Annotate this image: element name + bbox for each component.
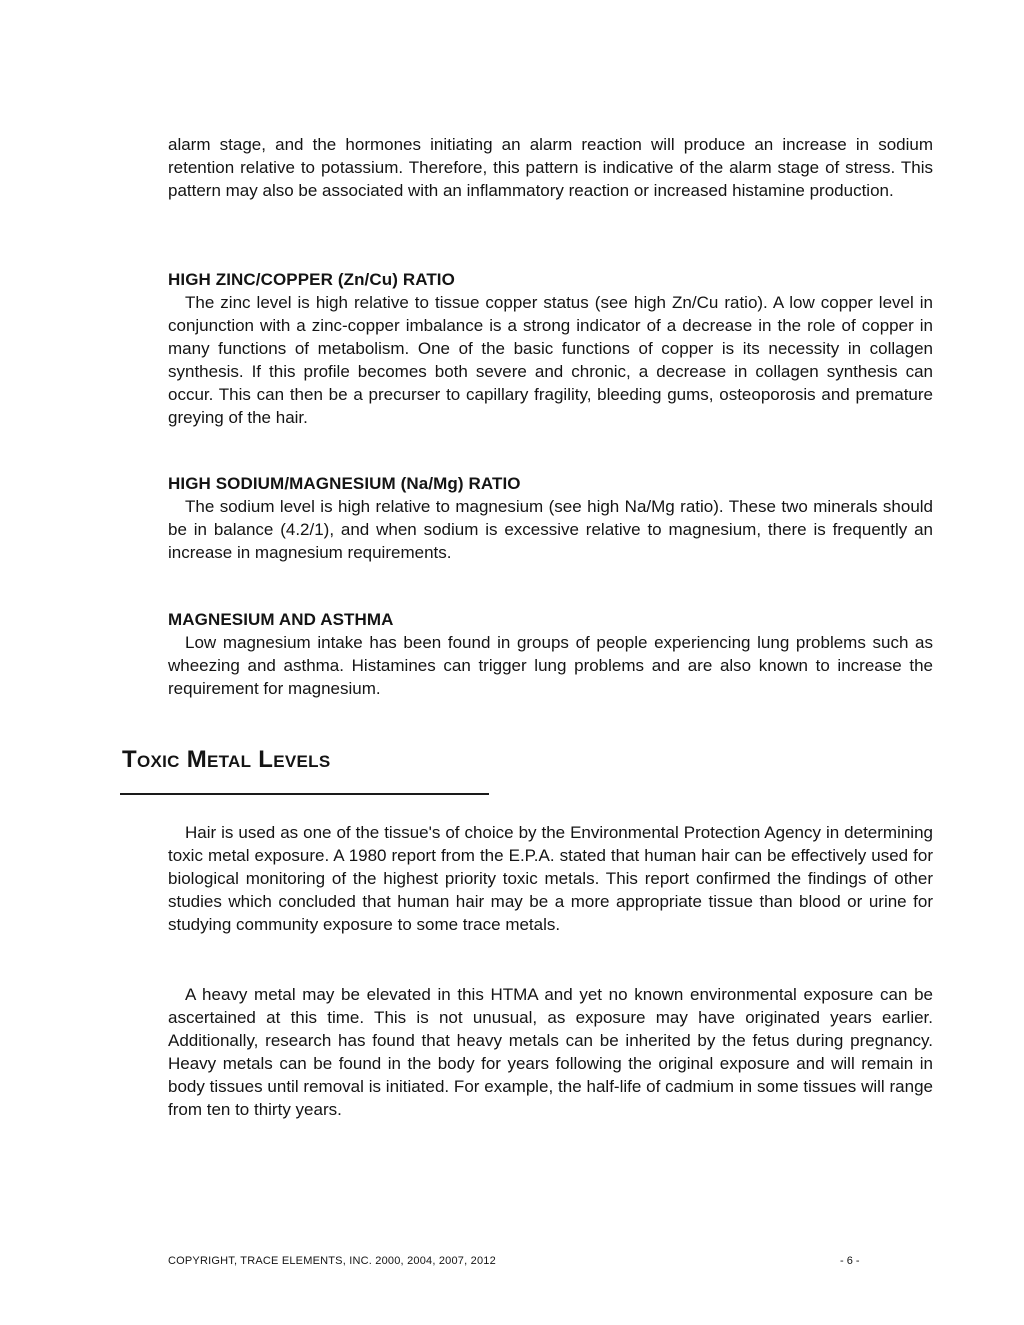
intro-paragraph: alarm stage, and the hormones initiating an alarm reaction will produce an increase in sodium retention relative to potassium. Therefore, this pattern is indicative of the alarm stage of stress. This pattern may also be associated with an inflammatory reaction or increased histamine production. [168, 135, 933, 200]
heading-sodium-magnesium-ratio: HIGH SODIUM/MAGNESIUM (Na/Mg) RATIO [168, 474, 521, 493]
heading-magnesium-asthma: MAGNESIUM AND ASTHMA [168, 610, 394, 629]
section-title-underline [120, 793, 489, 795]
paragraph-zinc-copper-ratio: The zinc level is high relative to tissue copper status (see high Zn/Cu ratio). A low copper level in conjunction with a zinc-copper imbalance is a strong indicator of a decrease in the role of copper in many functions of metabolism. One of the basic functions of copper is its necessity in collagen synthesis. If this profile becomes both severe and chronic, a decrease in collagen synthesis can occur. This can then be a precurser to capillary fragility, bleeding gums, osteoporosis and premature greying of the hair. [168, 293, 933, 427]
paragraph-sodium-magnesium-ratio: The sodium level is high relative to magnesium (see high Na/Mg ratio). These two minerals should be in balance (4.2/1), and when sodium is excessive relative to magnesium, there is frequently an increase in magnesium requirements. [168, 497, 933, 562]
heading-zinc-copper-ratio: HIGH ZINC/COPPER (Zn/Cu) RATIO [168, 270, 455, 289]
paragraph-heavy-metal-exposure: A heavy metal may be elevated in this HTMA and yet no known environmental exposure can be ascertained at this time. This is not unusual, as exposure may have originated years earlier. Additionally, research has found that heavy metals can be inherited by the fetus during pregnancy. Heavy metals can be found in the body for years following the original exposure and will remain in body tissues until removal is initiated. For example, the half-life of cadmium in some tissues will range from ten to thirty years. [168, 985, 933, 1119]
section-title-toxic-metal-levels: Toxic Metal Levels [122, 746, 331, 773]
paragraph-hair-testing: Hair is used as one of the tissue's of choice by the Environmental Protection Agency in determining toxic metal exposure. A 1980 report from the E.P.A. stated that human hair can be effectively used for biological monitoring of the highest priority toxic metals. This report confirmed the findings of other studies which concluded that human hair may be a more appropriate tissue than blood or urine for studying community exposure to some trace metals. [168, 823, 933, 934]
paragraph-magnesium-asthma: Low magnesium intake has been found in groups of people experiencing lung problems such as wheezing and asthma. Histamines can trigger lung problems and are also known to increase the requirement for magnesium. [168, 633, 933, 698]
footer-page-number: - 6 - [840, 1255, 860, 1267]
footer-copyright: COPYRIGHT, TRACE ELEMENTS, INC. 2000, 2004, 2007, 2012 [168, 1255, 496, 1267]
